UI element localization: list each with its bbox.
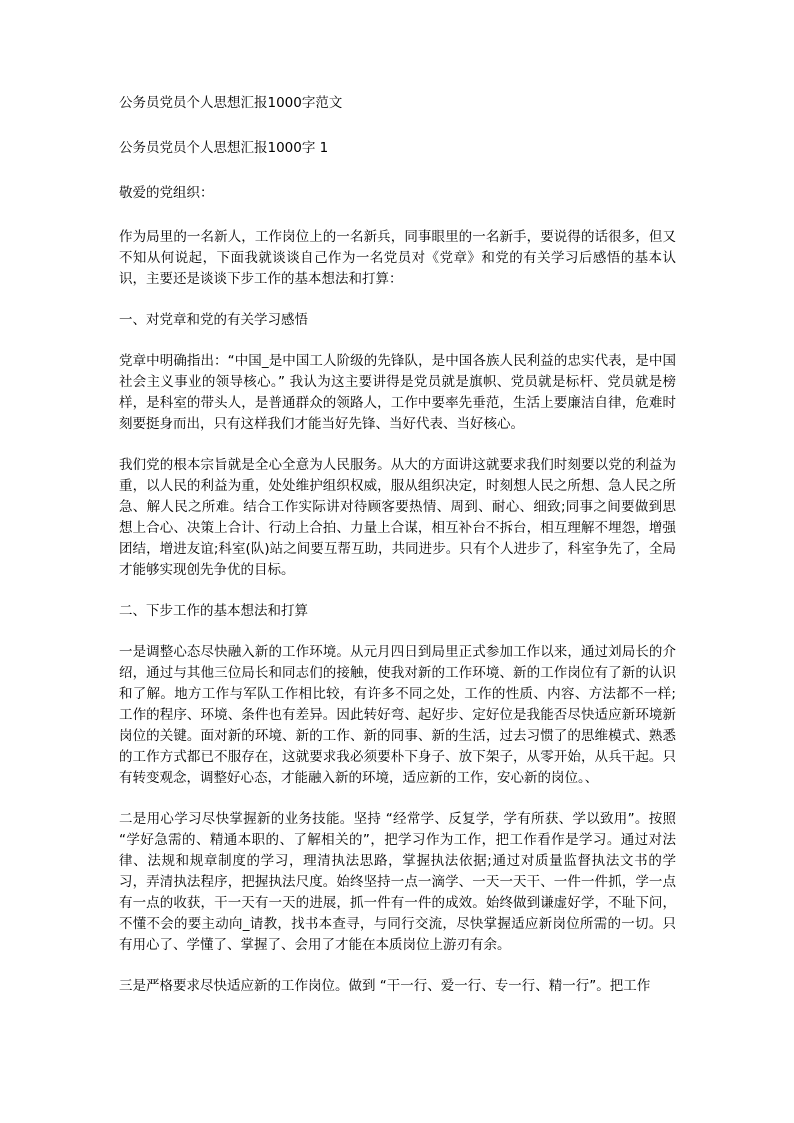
paragraph-point-1: 一是调整心态尽快融入新的工作环境。从元月四日到局里正式参加工作以来，通过刘局长的介绍，通过与其他三位局长和同志们的接触，使我对新的工作环境、新的工作岗位有了新的认识和了解。地方工作与军队工作相比较，有许多不同之处，工作的性质、内容、方法都不一样;工作的程序、环境、条件也有差异。因此转好弯、起好步、定好位是我能否尽快适应新环境新岗位的关键。面对新的环境、新的工作、新的同事、新的生活，过去习惯了的思维模式、熟悉的工作方式都已不服存在，这就要求我必须要朴下身子、放下架子，从零开始，从兵干起。只有转变观念，调整好心态，才能融入新的环境，适应新的工作，安心新的岗位。、 — [119, 644, 676, 786]
document-page — [119, 92, 676, 997]
salutation: 敬爱的党组织： — [119, 185, 214, 201]
section-heading-2: 二、下步工作的基本想法和打算 — [119, 603, 308, 619]
paragraph-intro: 作为局里的一名新人，工作岗位上的一名新兵，同事眼里的一名新手，要说得的话很多，但又不知从何说起，下面我就谈谈自己作为一名党员对《党章》和党的有关学习后感悟的基本认识，主要还是谈谈下步工作的基本想法和打算： — [119, 229, 676, 287]
paragraph-point-3: 三是严格要求尽快适应新的工作岗位。做到 “干一行、爱一行、专一行、精一行”。把工作 — [119, 978, 651, 994]
paragraph-purpose: 我们党的根本宗旨就是全心全意为人民服务。从大的方面讲这就要求我们时刻要以党的利益为重，以人民的利益为重，处处维护组织权威，服从组织决定，时刻想人民之所想、急人民之所急、解人民之所难。结合工作实际讲对待顾客要热情、周到、耐心、细致;同事之间要做到思想上合心、决策上合计、行动上合拍、力量上合谋，相互补台不拆台，相互理解不埋怨，增强团结，增进友谊;科室(队)站之间要互帮互助，共同进步。只有个人进步了，科室争先了，全局才能够实现创先争优的目标。 — [119, 457, 676, 578]
document-title: 公务员党员个人思想汇报1000字范文 — [119, 95, 343, 111]
paragraph-point-2: 二是用心学习尽快掌握新的业务技能。坚持 “经常学、反复学，学有所获、学以致用”。按照 “学好急需的、精通本职的、了解相关的”，把学习作为工作，把工作看作是学习。通过对法律、法规和规章制度的学习，理清执法思路，掌握执法依据;通过对质量监督执法文书的学习，弄清执法程序，把握执法尺度。始终坚持一点一滴学、一天一天干、一件一件抓，学一点有一点的收获，干一天有一天的进展，抓一件有一件的成效。始终做到谦虚好学，不耻下问，不懂不会的要主动向_请教，找书本查寻，与同行交流，尽快掌握适应新岗位所需的一切。只有用心了、学懂了、掌握了、会用了才能在本质岗位上游刃有余。 — [119, 811, 676, 953]
paragraph-party-charter: 党章中明确指出：“中国_是中国工人阶级的先锋队，是中国各族人民利益的忠实代表，是中国社会主义事业的领导核心。” 我认为这主要讲得是党员就是旗帜、党员就是标杆、党员就是榜样，是科室的带头人，是普通群众的领路人，工作中要率先垂范，生活上要廉洁自律，危难时刻要挺身而出，只有这样我们才能当好先锋、当好代表、当好核心。 — [119, 353, 676, 432]
document-subtitle: 公务员党员个人思想汇报1000字 1 — [119, 140, 329, 156]
section-heading-1: 一、对党章和党的有关学习感悟 — [119, 312, 308, 328]
